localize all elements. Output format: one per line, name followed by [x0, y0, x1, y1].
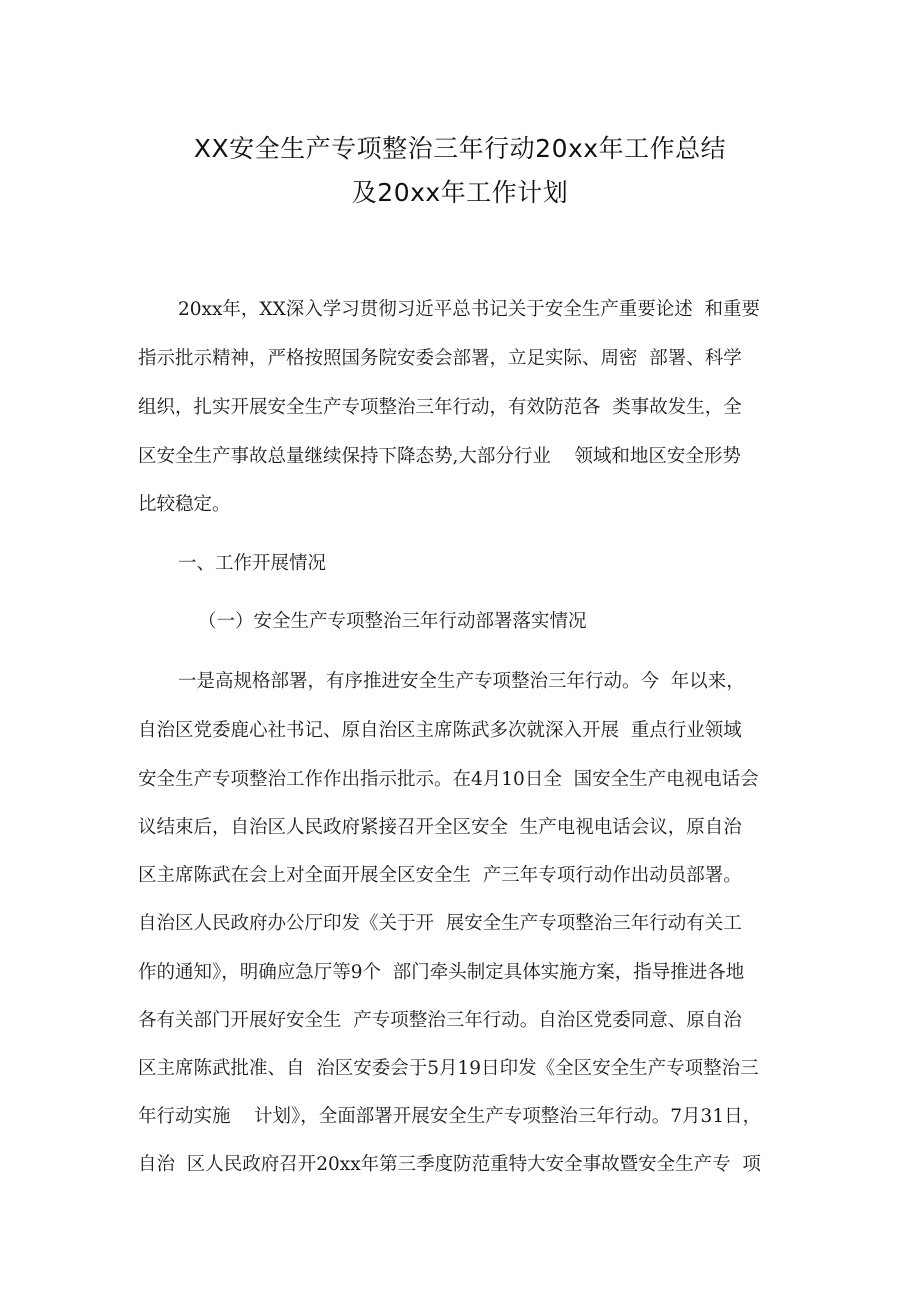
- body-paragraph-line: 一是高规格部署，有序推进安全生产专项整治三年行动。今 年以来，: [178, 671, 745, 692]
- intro-paragraph-line: 指示批示精神，严格按照国务院安委会部署，立足实际、周密 部署、科学: [138, 348, 742, 369]
- subsection-heading: （一）安全生产专项整治三年行动部署落实情况: [198, 611, 587, 632]
- section-heading: 一、工作开展情况: [178, 553, 327, 574]
- body-paragraph-line: 安全生产专项整治工作作出指示批示。在4月10日全 国安全生产电视电话会: [138, 769, 759, 790]
- body-paragraph-line: 各有关部门开展好安全生 产专项整治三年行动。自治区党委同意、原自治: [138, 1010, 742, 1031]
- body-paragraph-line: 作的通知》，明确应急厅等9个 部门牵头制定具体实施方案，指导推进各地: [138, 962, 745, 983]
- body-paragraph-line: 区主席陈武在会上对全面开展全区安全生 产三年专项行动作出动员部署。: [138, 865, 742, 886]
- intro-paragraph-line: 比较稳定。: [138, 494, 231, 515]
- document-title-line-2: 及20xx年工作计划: [351, 178, 569, 207]
- intro-paragraph-line: 区安全生产事故总量继续保持下降态势,大部分行业 领域和地区安全形势: [138, 446, 741, 467]
- body-paragraph-line: 议结束后，自治区人民政府紧接召开全区安全 生产电视电话会议，原自治: [138, 817, 742, 838]
- intro-paragraph-line: 组织，扎实开展安全生产专项整治三年行动，有效防范各 类事故发生，全: [138, 397, 742, 418]
- body-paragraph-line: 自治 区人民政府召开20xx年第三季度防范重特大安全事故暨安全生产专 项: [138, 1154, 761, 1175]
- intro-paragraph-line: 20xx年，XX深入学习贯彻习近平总书记关于安全生产重要论述 和重要: [178, 299, 761, 320]
- body-paragraph-line: 自治区人民政府办公厅印发《关于开 展安全生产专项整治三年行动有关工: [138, 913, 742, 934]
- document-title-line-1: XX安全生产专项整治三年行动20xx年工作总结: [193, 134, 727, 163]
- body-paragraph-line: 自治区党委鹿心社书记、原自治区主席陈武多次就深入开展 重点行业领域: [138, 720, 742, 741]
- body-paragraph-line: 区主席陈武批准、自 治区安委会于5月19日印发《全区安全生产专项整治三: [138, 1058, 759, 1079]
- body-paragraph-line: 年行动实施 计划》，全面部署开展安全生产专项整治三年行动。7月31日，: [138, 1106, 762, 1127]
